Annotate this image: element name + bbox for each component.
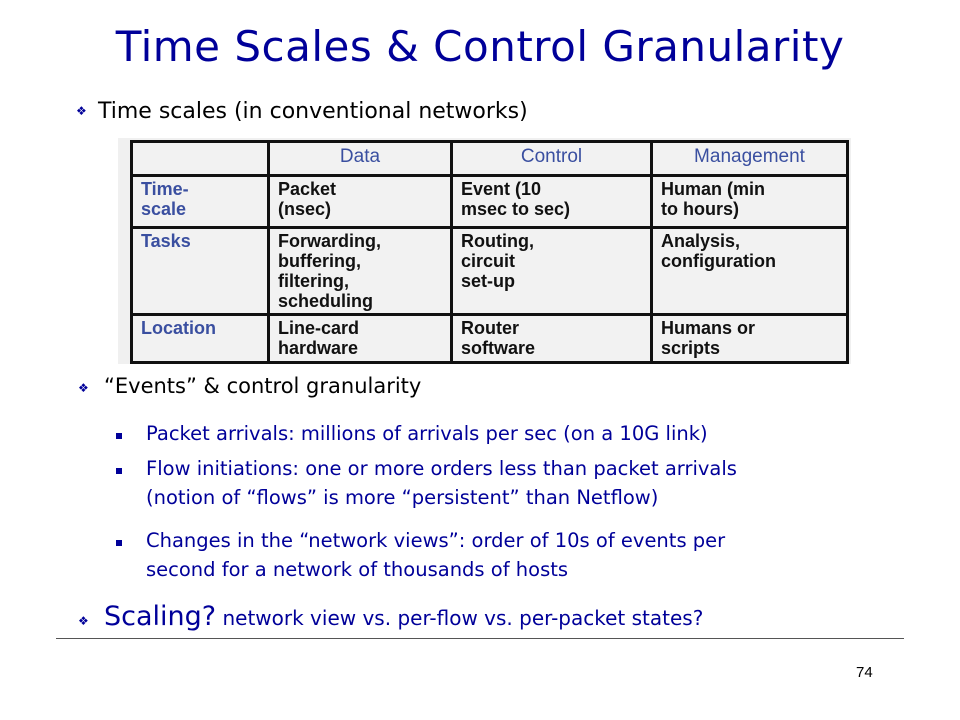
time-scale-table-image — [118, 138, 851, 364]
table-header-control: Control — [452, 142, 652, 176]
diamond-bullet-icon: ❖ — [78, 614, 89, 628]
cell-line: set-up — [461, 271, 515, 291]
table-cell — [269, 315, 452, 363]
cell-line: Router — [461, 318, 519, 338]
table-cell — [652, 228, 848, 315]
cell-line: Tasks — [141, 231, 191, 251]
table-row-header-tasks — [132, 228, 269, 315]
table-cell — [652, 176, 848, 228]
table-cell — [452, 228, 652, 315]
cell-line: software — [461, 338, 536, 358]
table-cell — [452, 176, 652, 228]
sub-item-flow-initiations — [146, 454, 737, 512]
diamond-bullet-icon: ❖ — [78, 381, 89, 395]
sub-item-line: second for a network of thousands of hosts — [146, 558, 569, 581]
square-bullet-icon — [116, 468, 122, 474]
cell-line: Packet — [278, 179, 337, 199]
cell-line: hardware — [278, 338, 359, 358]
square-bullet-icon — [116, 433, 122, 439]
cell-line: Location — [141, 318, 216, 338]
cell-line: scripts — [661, 338, 721, 358]
table-header-data: Data — [269, 142, 452, 176]
cell-line: filtering, — [278, 271, 349, 291]
cell-line: Forwarding, — [278, 231, 381, 251]
cell-line: scale — [141, 199, 187, 219]
time-scale-table — [130, 140, 849, 364]
cell-line: Event (10 — [461, 179, 542, 199]
table-header-management: Management — [652, 142, 848, 176]
scaling-detail: network view vs. per-flow vs. per-packet states? — [216, 606, 704, 630]
sub-item-line: Changes in the “network views”: order of 10s of events per — [146, 529, 726, 552]
sub-item-line: Flow initiations: one or more orders less than packet arrivals — [146, 457, 737, 480]
table-cell — [652, 315, 848, 363]
footer-divider — [56, 638, 904, 639]
cell-line: configuration — [661, 251, 776, 271]
table-cell — [452, 315, 652, 363]
table-row-header-location — [132, 315, 269, 363]
cell-line: buffering, — [278, 251, 361, 271]
bullet-time-scales: Time scales (in conventional networks) — [98, 99, 528, 124]
cell-line: Human (min — [661, 179, 766, 199]
bullet-scaling — [104, 601, 703, 632]
cell-line: circuit — [461, 251, 516, 271]
table-corner-cell — [132, 142, 269, 176]
cell-line: scheduling — [278, 291, 374, 311]
cell-line: Line-card — [278, 318, 360, 338]
table-cell — [269, 176, 452, 228]
cell-line: msec to sec) — [461, 199, 571, 219]
sub-item-network-views — [146, 526, 725, 584]
cell-line: Humans or — [661, 318, 756, 338]
scaling-label: Scaling? — [104, 601, 217, 632]
page-number: 74 — [856, 664, 873, 681]
sub-item-line: (notion of “flows” is more “persistent” than Netflow) — [146, 486, 659, 509]
cell-line: (nsec) — [278, 199, 332, 219]
cell-line: Routing, — [461, 231, 534, 251]
cell-line: Analysis, — [661, 231, 741, 251]
table-cell — [269, 228, 452, 315]
sub-item-line: Packet arrivals: millions of arrivals per sec (on a 10G link) — [146, 422, 708, 445]
sub-item-packet-arrivals — [146, 419, 708, 448]
slide-title: Time Scales & Control Granularity — [115, 22, 845, 71]
cell-line: to hours) — [661, 199, 739, 219]
table-row-header-timescale — [132, 176, 269, 228]
cell-line: Time- — [141, 179, 189, 199]
diamond-bullet-icon: ❖ — [76, 104, 87, 118]
square-bullet-icon — [116, 540, 122, 546]
bullet-events: “Events” & control granularity — [104, 374, 422, 398]
